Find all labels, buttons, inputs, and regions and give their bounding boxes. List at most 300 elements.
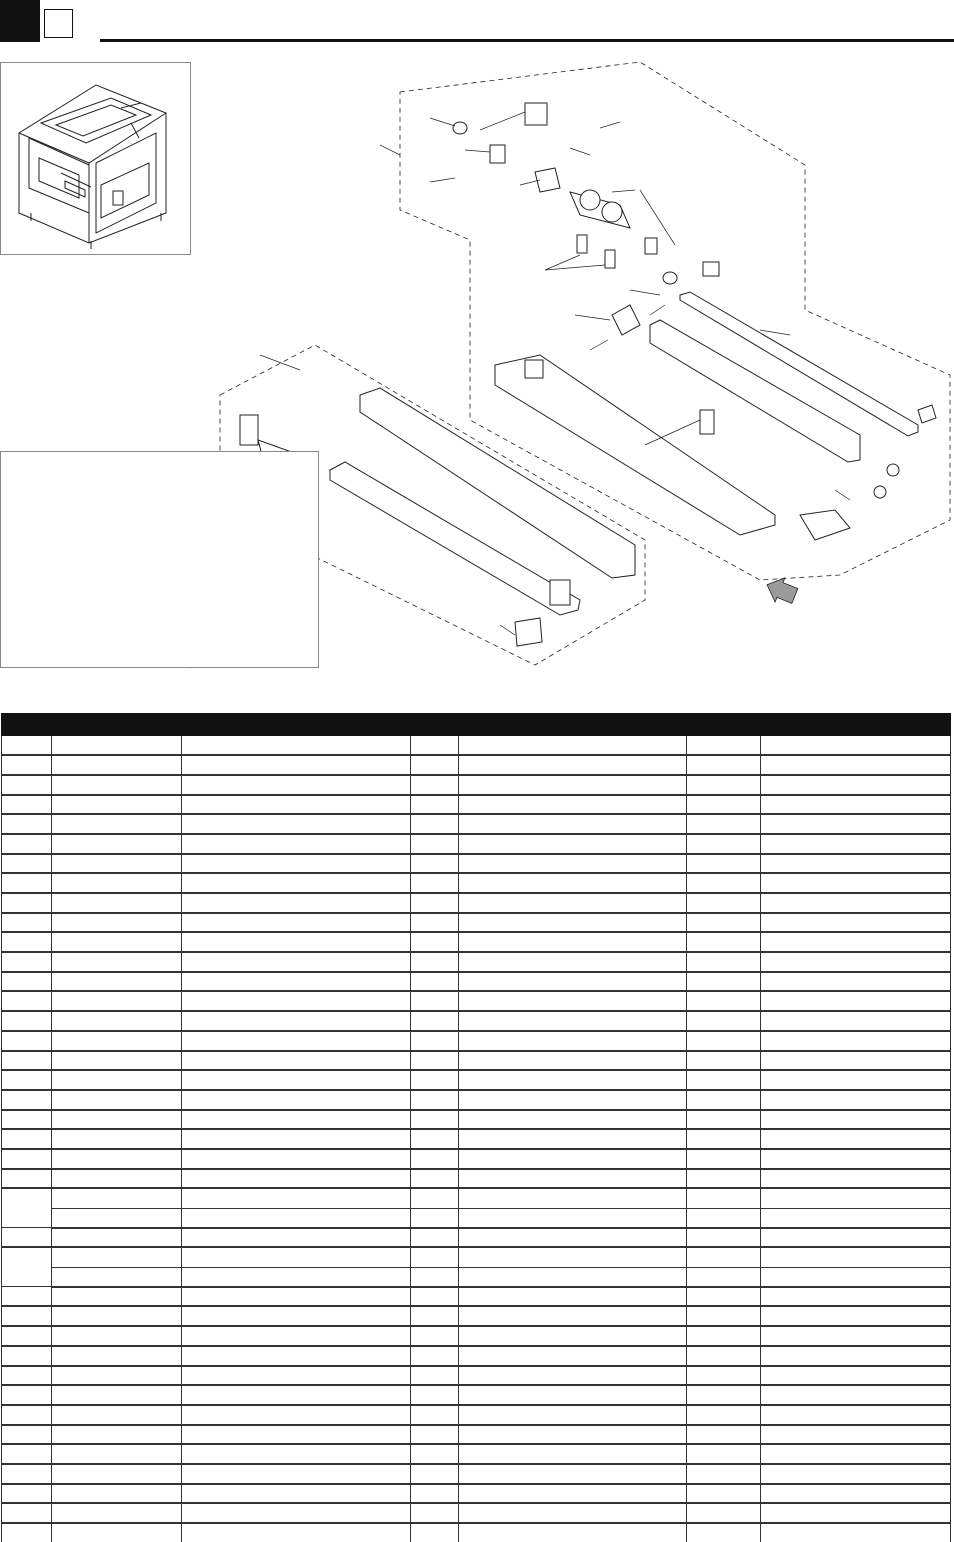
table-cell — [2, 1228, 52, 1248]
table-cell — [2, 1366, 52, 1386]
table-row — [2, 1366, 951, 1386]
table-row — [2, 913, 951, 933]
table-cell — [761, 1031, 951, 1051]
table-cell — [52, 775, 182, 795]
table-cell — [761, 1228, 951, 1248]
table-cell — [761, 1267, 951, 1287]
table-cell — [459, 1051, 687, 1071]
table-cell — [2, 1523, 52, 1542]
table-cell — [52, 991, 182, 1011]
table-cell — [459, 1306, 687, 1326]
table-cell — [687, 1287, 761, 1307]
table-cell — [182, 873, 411, 893]
table-cell — [411, 1484, 459, 1504]
table-cell — [2, 893, 52, 913]
table-cell — [182, 1326, 411, 1346]
table-row — [2, 1110, 951, 1130]
table-cell — [2, 814, 52, 834]
table-row — [2, 873, 951, 893]
table-row — [2, 1011, 951, 1031]
table-row — [2, 1287, 951, 1307]
table-cell — [459, 1503, 687, 1523]
table-row — [2, 1523, 951, 1542]
table-cell — [182, 1070, 411, 1090]
fitting-part-right — [605, 250, 615, 268]
table-cell — [687, 1247, 761, 1267]
table-cell — [687, 814, 761, 834]
table-cell — [687, 1090, 761, 1110]
table-cell — [2, 873, 52, 893]
table-cell — [411, 814, 459, 834]
table-cell — [52, 1326, 182, 1346]
table-cell — [411, 834, 459, 854]
table-cell — [761, 1208, 951, 1228]
table-row — [2, 1149, 951, 1169]
table-cell — [2, 1110, 52, 1130]
table-cell — [687, 736, 761, 756]
table-cell — [52, 1051, 182, 1071]
table-cell — [687, 1169, 761, 1189]
table-row — [2, 952, 951, 972]
table-cell — [182, 913, 411, 933]
table-cell — [52, 834, 182, 854]
table-cell — [182, 814, 411, 834]
table-cell — [761, 873, 951, 893]
table-cell — [687, 1326, 761, 1346]
table-cell — [761, 952, 951, 972]
table-row — [2, 775, 951, 795]
table-cell — [459, 1425, 687, 1445]
table-cell — [2, 991, 52, 1011]
table-cell — [687, 1208, 761, 1228]
table-row — [2, 1425, 951, 1445]
col-description — [182, 714, 411, 736]
table-row — [2, 991, 951, 1011]
table-cell — [459, 1464, 687, 1484]
table-cell — [2, 1149, 52, 1169]
table-cell — [182, 1405, 411, 1425]
table-row — [2, 854, 951, 874]
table-cell — [52, 1247, 182, 1267]
parts-list-table — [1, 713, 951, 1542]
table-cell — [687, 1346, 761, 1366]
table-cell — [182, 1208, 411, 1228]
table-cell — [459, 1031, 687, 1051]
table-cell — [687, 1149, 761, 1169]
table-cell — [182, 1444, 411, 1464]
table-cell — [2, 1011, 52, 1031]
table-cell — [761, 755, 951, 775]
table-cell — [459, 1405, 687, 1425]
spacer-part — [645, 238, 657, 254]
table-row — [2, 1405, 951, 1425]
table-cell — [687, 1425, 761, 1445]
table-cell — [2, 1425, 52, 1445]
table-cell — [182, 1287, 411, 1307]
table-cell — [459, 775, 687, 795]
table-cell — [761, 1385, 951, 1405]
table-cell — [761, 1011, 951, 1031]
table-row — [2, 932, 951, 952]
table-cell — [411, 1267, 459, 1287]
table-cell — [687, 775, 761, 795]
table-cell — [761, 1110, 951, 1130]
table-cell — [52, 1169, 182, 1189]
joint-block-part — [703, 262, 719, 276]
table-cell — [2, 1090, 52, 1110]
table-cell — [761, 1366, 951, 1386]
table-cell — [687, 1503, 761, 1523]
table-cell — [459, 1011, 687, 1031]
table-cell — [182, 1031, 411, 1051]
col-specification — [459, 714, 687, 736]
table-cell — [182, 1149, 411, 1169]
table-cell — [687, 1011, 761, 1031]
table-cell — [411, 913, 459, 933]
table-cell — [52, 1070, 182, 1090]
table-cell — [2, 952, 52, 972]
table-cell — [687, 1523, 761, 1542]
mounting-bracket-right — [515, 618, 542, 646]
table-cell — [411, 873, 459, 893]
table-cell — [687, 972, 761, 992]
table-cell — [182, 1306, 411, 1326]
table-cell — [411, 1346, 459, 1366]
table-row — [2, 1070, 951, 1090]
table-cell — [2, 1405, 52, 1425]
table-cell — [459, 1267, 687, 1287]
table-cell — [411, 1090, 459, 1110]
table-cell — [411, 1169, 459, 1189]
knob-part — [918, 405, 936, 423]
table-cell — [2, 854, 52, 874]
table-cell — [2, 972, 52, 992]
table-cell — [182, 1188, 411, 1208]
table-cell — [761, 814, 951, 834]
table-cell — [182, 1169, 411, 1189]
table-cell — [411, 1051, 459, 1071]
table-cell — [2, 1326, 52, 1346]
upper-assembly-boundary — [400, 62, 950, 580]
table-cell — [761, 775, 951, 795]
table-cell — [459, 1484, 687, 1504]
table-cell — [2, 1464, 52, 1484]
table-cell — [761, 1090, 951, 1110]
table-cell — [411, 991, 459, 1011]
table-cell — [459, 932, 687, 952]
table-row — [2, 1444, 951, 1464]
table-cell — [411, 755, 459, 775]
table-row — [2, 795, 951, 815]
table-cell — [687, 1306, 761, 1326]
table-cell — [459, 1149, 687, 1169]
table-cell — [52, 1425, 182, 1445]
table-cell — [411, 1366, 459, 1386]
table-cell — [761, 1405, 951, 1425]
table-cell — [2, 1385, 52, 1405]
table-cell — [459, 1070, 687, 1090]
table-row — [2, 1346, 951, 1366]
table-cell — [761, 1444, 951, 1464]
table-cell — [459, 1188, 687, 1208]
table-cell — [761, 1149, 951, 1169]
table-cell — [687, 1070, 761, 1090]
table-cell — [687, 1405, 761, 1425]
table-cell — [459, 1129, 687, 1149]
table-cell — [52, 1464, 182, 1484]
table-cell — [411, 1011, 459, 1031]
table-cell — [761, 913, 951, 933]
table-cell — [411, 1031, 459, 1051]
table-cell — [52, 1366, 182, 1386]
table-cell — [52, 932, 182, 952]
table-cell — [411, 1503, 459, 1523]
table-row — [2, 1208, 951, 1228]
end-collar-part — [874, 486, 886, 498]
table-cell — [411, 1247, 459, 1267]
table-cell — [687, 1110, 761, 1130]
table-cell — [411, 1208, 459, 1228]
table-cell — [2, 834, 52, 854]
table-cell — [52, 1444, 182, 1464]
table-cell — [687, 932, 761, 952]
end-bracket — [800, 510, 850, 540]
parts-table-body — [2, 736, 951, 1542]
table-cell — [52, 755, 182, 775]
table-cell — [459, 1366, 687, 1386]
table-cell — [459, 1444, 687, 1464]
table-cell — [761, 1169, 951, 1189]
table-header-row — [2, 714, 951, 736]
table-cell — [687, 1484, 761, 1504]
table-cell — [687, 795, 761, 815]
table-cell — [182, 1247, 411, 1267]
table-cell — [2, 1484, 52, 1504]
table-cell — [52, 814, 182, 834]
table-cell — [459, 834, 687, 854]
table-cell — [459, 1169, 687, 1189]
table-cell — [411, 775, 459, 795]
table-cell — [687, 755, 761, 775]
table-cell — [2, 1346, 52, 1366]
table-cell — [182, 1503, 411, 1523]
table-cell — [182, 834, 411, 854]
table-cell — [687, 1385, 761, 1405]
table-cell — [761, 1287, 951, 1307]
table-cell — [2, 1031, 52, 1051]
table-cell — [687, 1444, 761, 1464]
col-qty — [411, 714, 459, 736]
table-cell — [182, 795, 411, 815]
table-cell — [761, 1247, 951, 1267]
col-part-number — [52, 714, 182, 736]
table-cell — [687, 893, 761, 913]
table-cell — [182, 1385, 411, 1405]
table-cell — [52, 1208, 182, 1228]
table-row — [2, 1503, 951, 1523]
table-cell — [459, 1247, 687, 1267]
table-cell — [687, 834, 761, 854]
table-cell — [52, 1129, 182, 1149]
table-row — [2, 814, 951, 834]
table-cell — [182, 1523, 411, 1542]
table-cell — [182, 1011, 411, 1031]
table-cell — [459, 736, 687, 756]
table-cell — [411, 1306, 459, 1326]
table-cell — [687, 873, 761, 893]
table-cell — [761, 1129, 951, 1149]
table-cell — [52, 1484, 182, 1504]
table-cell — [2, 1444, 52, 1464]
table-cell — [182, 952, 411, 972]
table-cell — [459, 873, 687, 893]
cylinder-end-left — [580, 190, 600, 210]
table-cell — [761, 1070, 951, 1090]
table-cell — [459, 913, 687, 933]
table-row — [2, 1188, 951, 1208]
table-row — [2, 1326, 951, 1346]
table-cell — [2, 1247, 52, 1286]
table-cell — [761, 1503, 951, 1523]
table-cell — [2, 1306, 52, 1326]
bushing-part — [700, 410, 714, 434]
col-remarks — [761, 714, 951, 736]
table-cell — [411, 1129, 459, 1149]
table-cell — [411, 736, 459, 756]
table-cell — [459, 1346, 687, 1366]
table-cell — [459, 1110, 687, 1130]
table-cell — [761, 736, 951, 756]
stopper-part — [525, 360, 543, 378]
table-cell — [182, 1366, 411, 1386]
table-cell — [2, 775, 52, 795]
table-cell — [182, 1228, 411, 1248]
table-cell — [761, 1051, 951, 1071]
table-cell — [761, 991, 951, 1011]
table-cell — [411, 795, 459, 815]
table-cell — [687, 1031, 761, 1051]
table-cell — [761, 1464, 951, 1484]
table-cell — [411, 1523, 459, 1542]
table-cell — [2, 755, 52, 775]
table-row — [2, 1484, 951, 1504]
table-cell — [2, 1129, 52, 1149]
table-cell — [411, 1110, 459, 1130]
table-row — [2, 1169, 951, 1189]
table-cell — [182, 1267, 411, 1287]
table-cell — [52, 972, 182, 992]
table-cell — [761, 795, 951, 815]
table-row — [2, 1267, 951, 1287]
table-cell — [687, 854, 761, 874]
clamp-block-part — [525, 103, 547, 125]
table-cell — [459, 1208, 687, 1228]
table-cell — [411, 1070, 459, 1090]
table-cell — [411, 1444, 459, 1464]
table-cell — [182, 1425, 411, 1445]
table-cell — [761, 932, 951, 952]
table-cell — [52, 1405, 182, 1425]
table-row — [2, 1385, 951, 1405]
end-washer-part — [887, 464, 899, 476]
col-no — [2, 714, 52, 736]
table-row — [2, 736, 951, 756]
table-cell — [687, 1464, 761, 1484]
table-row — [2, 893, 951, 913]
table-cell — [182, 1110, 411, 1130]
table-cell — [52, 1031, 182, 1051]
table-cell — [52, 893, 182, 913]
table-row — [2, 1247, 951, 1267]
table-cell — [411, 1385, 459, 1405]
table-cell — [761, 893, 951, 913]
table-cell — [459, 1326, 687, 1346]
table-cell — [2, 1070, 52, 1090]
table-cell — [52, 952, 182, 972]
fitting-part-left — [577, 235, 587, 253]
table-cell — [182, 1090, 411, 1110]
table-row — [2, 1031, 951, 1051]
table-cell — [687, 952, 761, 972]
table-cell — [52, 1267, 182, 1287]
table-cell — [687, 1129, 761, 1149]
table-cell — [411, 1405, 459, 1425]
table-cell — [182, 854, 411, 874]
table-cell — [687, 1366, 761, 1386]
table-cell — [182, 1464, 411, 1484]
table-cell — [182, 736, 411, 756]
table-cell — [2, 1503, 52, 1523]
table-cell — [52, 1149, 182, 1169]
table-cell — [761, 1523, 951, 1542]
table-cell — [52, 1306, 182, 1326]
table-row — [2, 1051, 951, 1071]
cylinder-mount-part — [240, 415, 258, 445]
table-cell — [52, 854, 182, 874]
table-cell — [411, 1149, 459, 1169]
table-row — [2, 1464, 951, 1484]
table-cell — [52, 873, 182, 893]
table-cell — [411, 854, 459, 874]
table-cell — [411, 1188, 459, 1208]
table-cell — [459, 1090, 687, 1110]
table-cell — [459, 991, 687, 1011]
table-cell — [761, 1346, 951, 1366]
table-row — [2, 1090, 951, 1110]
table-cell — [411, 1326, 459, 1346]
table-cell — [2, 1051, 52, 1071]
table-cell — [52, 1090, 182, 1110]
table-cell — [411, 893, 459, 913]
table-cell — [182, 972, 411, 992]
table-cell — [761, 1188, 951, 1208]
table-cell — [182, 893, 411, 913]
table-cell — [687, 1267, 761, 1287]
table-row — [2, 834, 951, 854]
table-cell — [411, 1287, 459, 1307]
table-cell — [52, 1110, 182, 1130]
table-cell — [411, 1425, 459, 1445]
table-cell — [2, 1188, 52, 1227]
table-cell — [52, 1228, 182, 1248]
table-cell — [52, 795, 182, 815]
table-cell — [182, 775, 411, 795]
table-cell — [459, 952, 687, 972]
table-cell — [687, 1188, 761, 1208]
middle-end-bracket — [550, 580, 570, 605]
table-cell — [761, 1484, 951, 1504]
table-cell — [2, 913, 52, 933]
